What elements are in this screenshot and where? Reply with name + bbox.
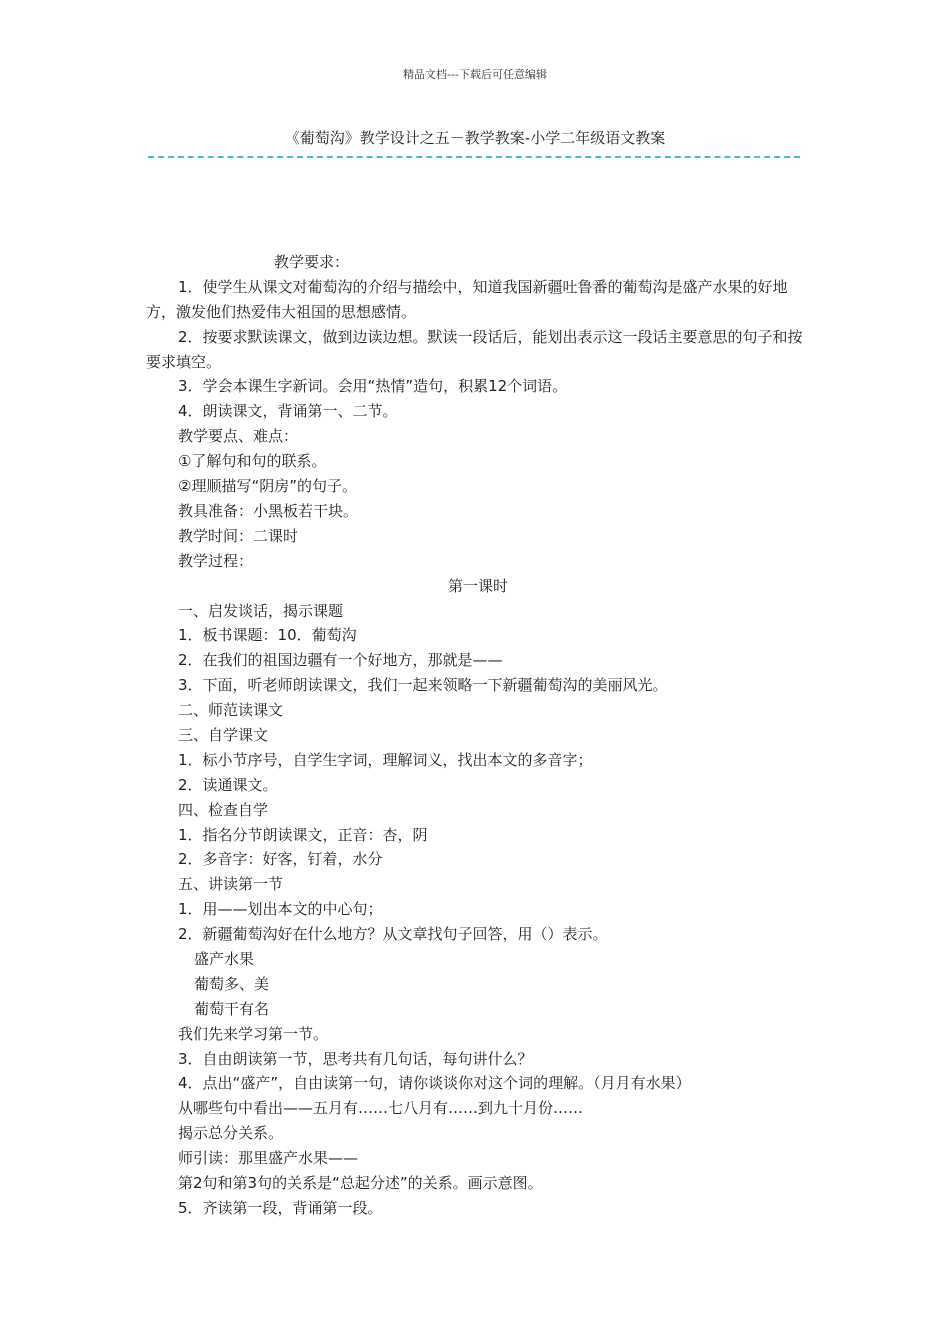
step-4-heading: 四、检查自学: [178, 800, 269, 819]
step-5-item-5: 5．齐读第一段，背诵第一段。: [178, 1198, 383, 1217]
teaching-aids: 教具准备：小黑板若干块。: [178, 501, 359, 520]
step-1-heading: 一、启发谈话，揭示课题: [178, 601, 344, 620]
step-3-item-2: 2．读通课文。: [178, 775, 278, 794]
evidence-line: 从哪些句中看出——五月有……七八月有……到九十月份……: [178, 1099, 584, 1118]
first-lesson-heading: 第一课时: [447, 576, 508, 595]
step-5-item-3: 3．自由朗读第一节，思考共有几句话，每句讲什么？: [178, 1049, 533, 1068]
step-4-item-1: 1．指名分节朗读课文，正音：杏，阴: [178, 825, 428, 844]
teacher-lead-reading: 师引读：那里盛产水果——: [178, 1149, 359, 1168]
step-1-item-3: 3．下面，听老师朗读课文，我们一起来领略一下新疆葡萄沟的美丽风光。: [178, 676, 668, 695]
key-point-1: ①了解句和句的联系。: [178, 452, 327, 471]
title-dashed-rule: [148, 156, 800, 158]
answer-line-2: 葡萄多、美: [194, 974, 270, 993]
relation-line: 揭示总分关系。: [178, 1124, 284, 1143]
transition-line: 我们先来学习第一节。: [178, 1024, 329, 1043]
step-5-heading: 五、讲读第一节: [178, 875, 284, 894]
step-4-item-2: 2．多音字：好客，钉着，水分: [178, 850, 383, 869]
document-body: [146, 250, 810, 1221]
step-1-item-2: 2．在我们的祖国边疆有一个好地方，那就是——: [178, 651, 503, 670]
step-5-item-1: 1．用——划出本文的中心句；: [178, 900, 383, 919]
key-point-2: ②理顺描写“阴房”的句子。: [178, 477, 357, 496]
requirement-3: 3．学会本课生字新词。会用“热情”造句，积累12个词语。: [178, 377, 568, 396]
answer-line-1: 盛产水果: [194, 949, 255, 968]
requirement-2: 2．按要求默读课文，做到边读边想。默读一段话后，能划出表示这一段话主要意思的句子和按要求填空。: [146, 327, 803, 371]
step-3-heading: 三、自学课文: [178, 725, 269, 744]
step-5-item-4: 4．点出“盛产”，自由读第一句，请你谈谈你对这个词的理解。（月月有水果）: [178, 1074, 691, 1093]
requirement-1: 1．使学生从课文对葡萄沟的介绍与描绘中，知道我国新疆吐鲁番的葡萄沟是盛产水果的好地方，激发他们热爱伟大祖国的思想感情。: [146, 277, 788, 321]
key-points-heading: 教学要点、难点：: [178, 427, 299, 446]
answer-line-3: 葡萄干有名: [194, 999, 270, 1018]
step-1-item-1: 1．板书课题：10．葡萄沟: [178, 626, 357, 645]
step-5-item-2: 2．新疆葡萄沟好在什么地方？从文章找句子回答，用（）表示。: [178, 925, 608, 944]
section-heading-requirements: 教学要求：: [274, 253, 350, 271]
document-title: 《葡萄沟》教学设计之五－教学教案-小学二年级语文教案: [284, 129, 666, 147]
teaching-process-heading: 教学过程：: [178, 551, 254, 570]
teaching-time: 教学时间：二课时: [178, 526, 299, 545]
header-note: 精品文档---下载后可任意编辑: [403, 68, 547, 81]
sentence-relation-line: 第2句和第3句的关系是“总起分述”的关系。画示意图。: [178, 1173, 543, 1192]
requirement-4: 4．朗读课文，背诵第一、二节。: [178, 402, 398, 421]
step-3-item-1: 1．标小节序号，自学生字词，理解词义，找出本文的多音字；: [178, 750, 593, 769]
step-2-heading: 二、师范读课文: [178, 701, 284, 720]
